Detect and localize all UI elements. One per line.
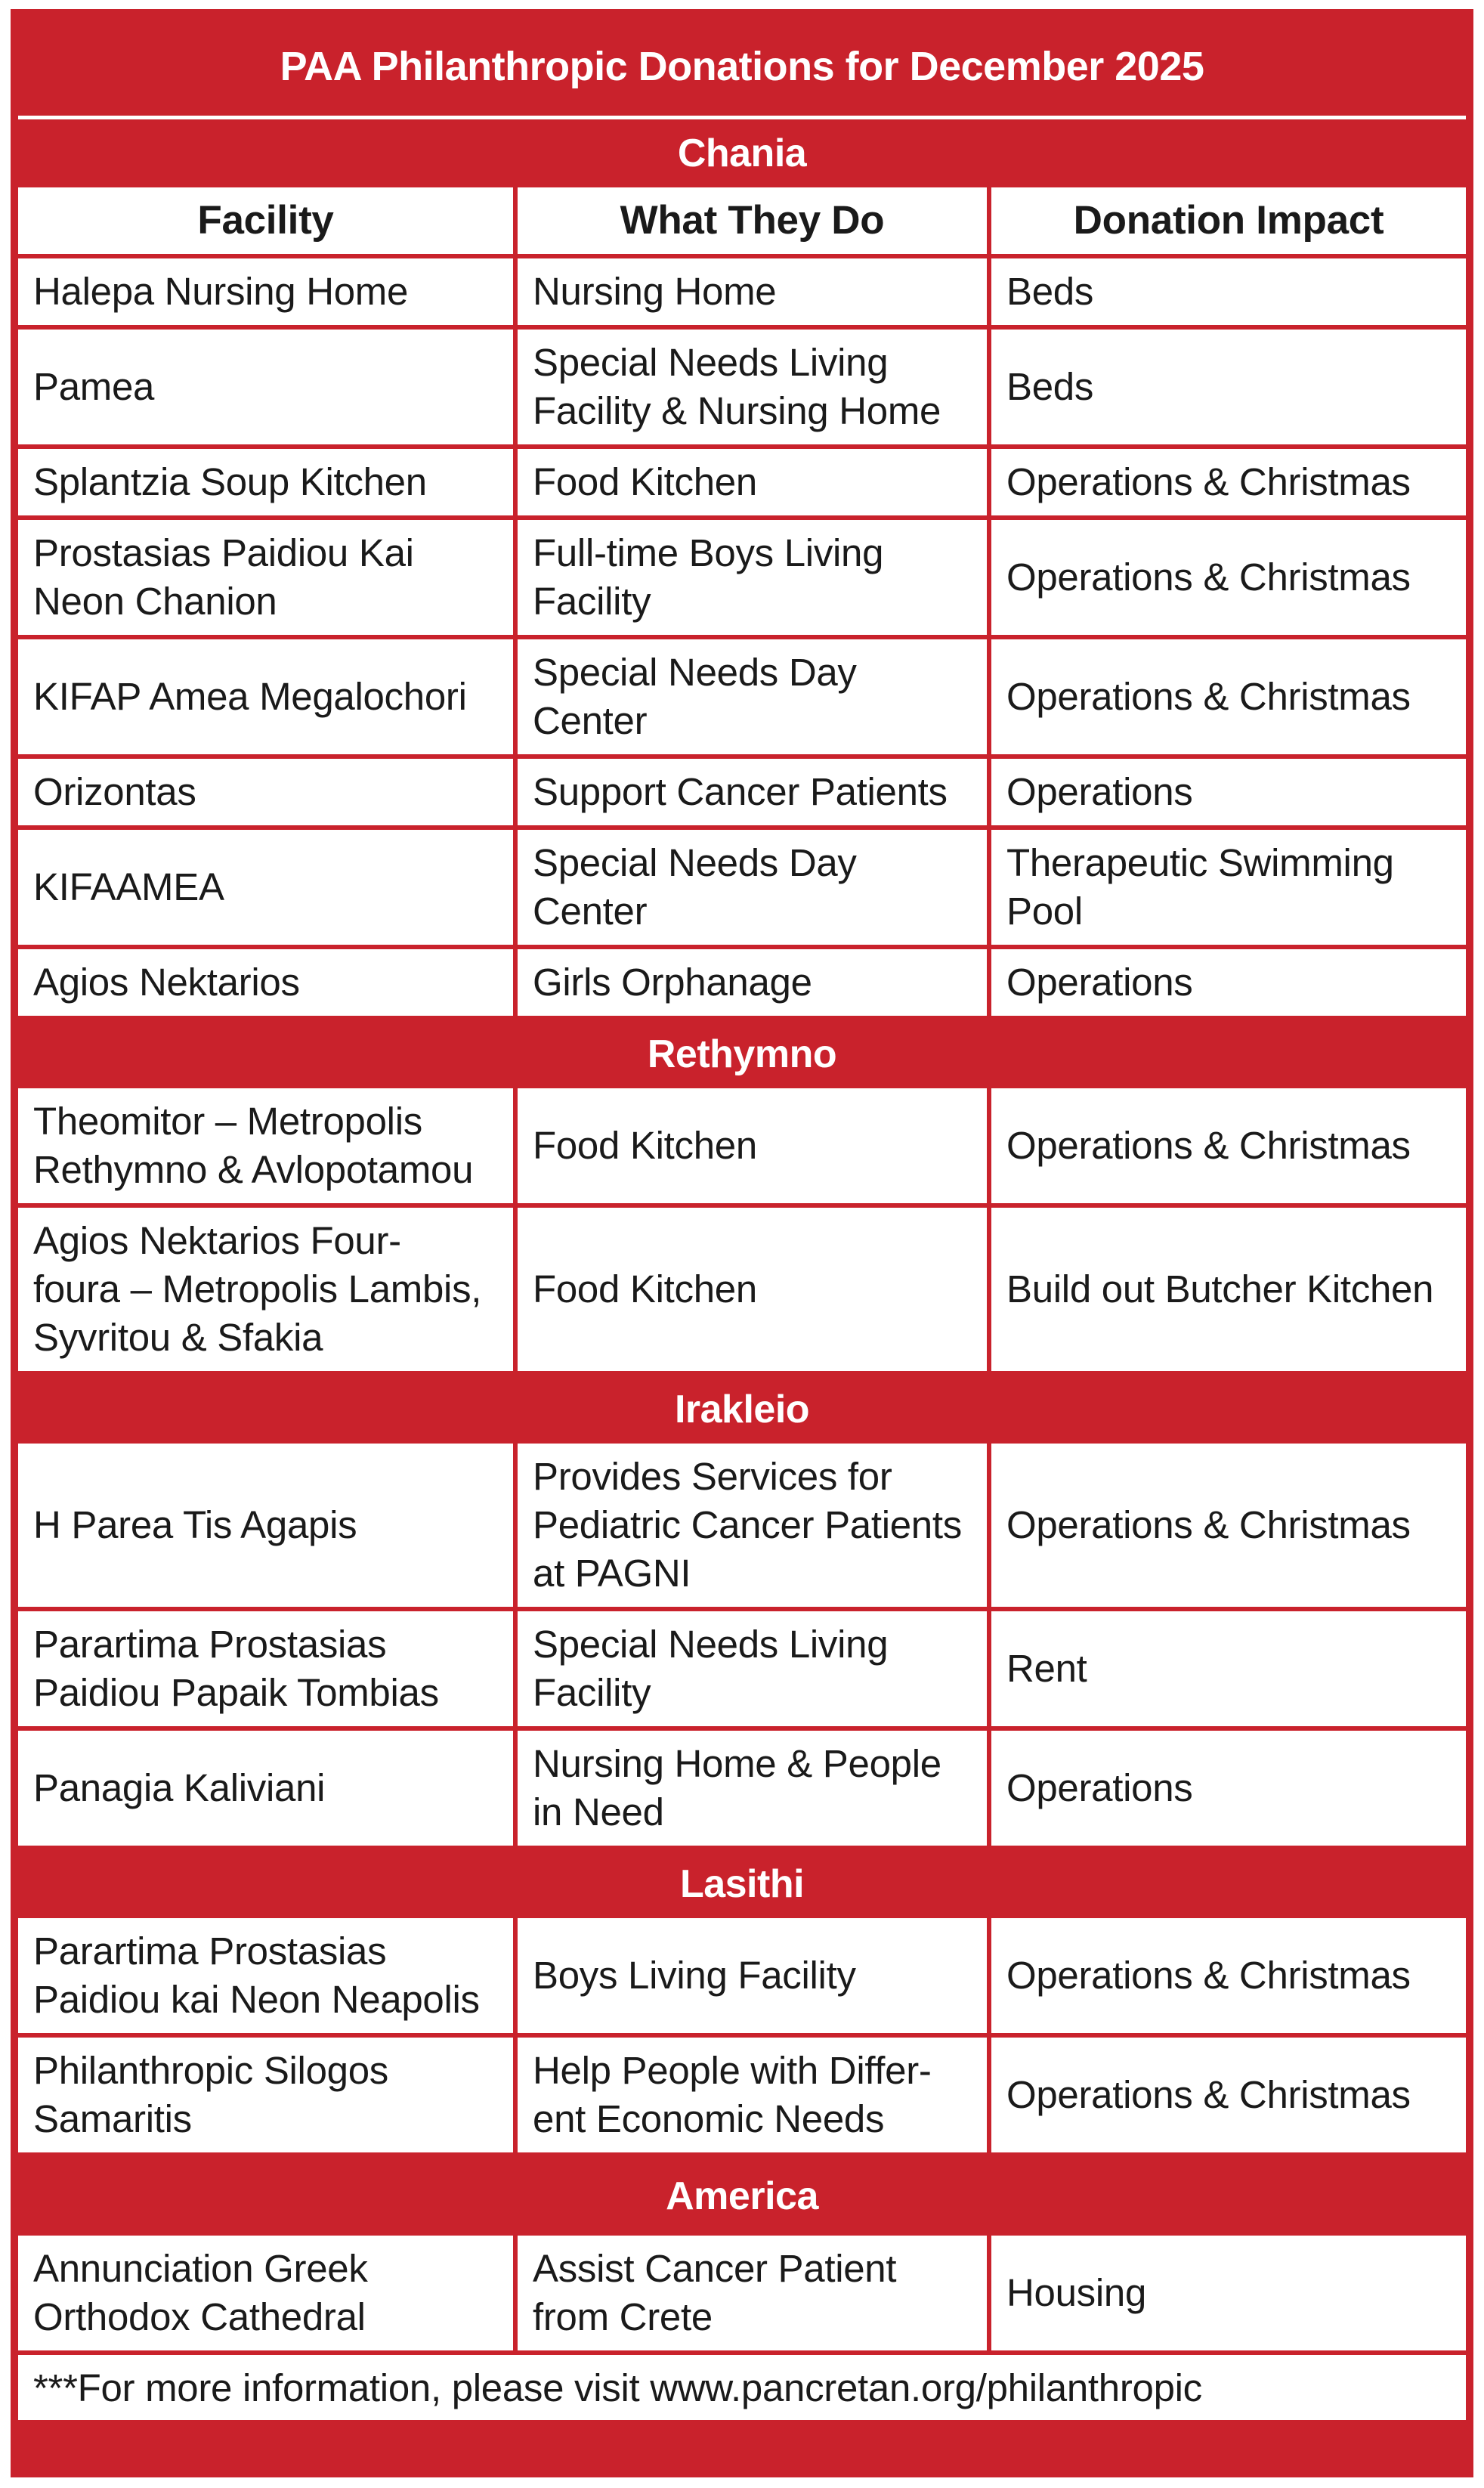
- cell-what-they-do: Nursing Home: [518, 258, 987, 325]
- table-row: [18, 1444, 1466, 1607]
- cell-what-they-do: Provides Services for Pediatric Cancer Patients at PAGNI: [518, 1444, 987, 1607]
- cell-what-they-do: Full-time Boys Living Facility: [518, 520, 987, 635]
- table-row: [18, 1611, 1466, 1726]
- cell-donation-impact: Operations & Christmas: [991, 449, 1466, 515]
- region-rows-irakleio: [18, 1444, 1466, 1846]
- region-rows-chania: [18, 258, 1466, 1016]
- cell-what-they-do: Special Needs Day Center: [518, 830, 987, 945]
- cell-facility: Halepa Nursing Home: [18, 258, 513, 325]
- table-row: [18, 330, 1466, 444]
- cell-facility: Agios Nektarios: [18, 949, 513, 1016]
- column-header-row: [18, 187, 1466, 254]
- column-header-facility: Facility: [18, 187, 513, 254]
- cell-facility: Annunciation Greek Orthodox Cathedral: [18, 2236, 513, 2350]
- cell-what-they-do: Assist Cancer Patient from Crete: [518, 2236, 987, 2350]
- cell-donation-impact: Operations & Christmas: [991, 1444, 1466, 1607]
- cell-what-they-do: Food Kitchen: [518, 1088, 987, 1203]
- region-header-lasithi: Lasithi: [679, 1862, 805, 1906]
- region-rows-lasithi: [18, 1918, 1466, 2152]
- table-row: [18, 949, 1466, 1016]
- cell-donation-impact: Therapeutic Swimming Pool: [991, 830, 1466, 945]
- cell-facility: Orizontas: [18, 759, 513, 825]
- cell-donation-impact: Operations: [991, 949, 1466, 1016]
- cell-donation-impact: Operations & Christmas: [991, 520, 1466, 635]
- cell-donation-impact: Operations & Christmas: [991, 1088, 1466, 1203]
- table-row: [18, 449, 1466, 515]
- table-row: [18, 759, 1466, 825]
- cell-donation-impact: Beds: [991, 258, 1466, 325]
- table-row: [18, 520, 1466, 635]
- donations-table: [18, 17, 1466, 2470]
- cell-what-they-do: Special Needs Living Facility & Nursing Home: [518, 330, 987, 444]
- donations-document: [11, 9, 1473, 2477]
- column-header-donation-impact: Donation Impact: [991, 187, 1466, 254]
- cell-donation-impact: Operations & Christmas: [991, 639, 1466, 754]
- table-row: [18, 2236, 1466, 2350]
- cell-donation-impact: Operations & Christmas: [991, 2038, 1466, 2152]
- cell-facility: Agios Nektarios Four- foura – Metropolis Lambis, Syvritou & Sfakia: [18, 1208, 513, 1371]
- cell-donation-impact: Rent: [991, 1611, 1466, 1726]
- cell-facility: Parartima Prostasias Paidiou Papaik Tombias: [18, 1611, 513, 1726]
- cell-facility: H Parea Tis Agapis: [18, 1444, 513, 1607]
- cell-donation-impact: Build out Butcher Kitchen: [991, 1208, 1466, 1371]
- cell-facility: Pamea: [18, 330, 513, 444]
- region-header-america: America: [666, 2174, 818, 2218]
- region-rows-rethymno: [18, 1088, 1466, 1371]
- table-row: [18, 1088, 1466, 1203]
- table-row: [18, 258, 1466, 325]
- table-row: [18, 1731, 1466, 1846]
- table-row: [18, 830, 1466, 945]
- cell-donation-impact: Operations & Christmas: [991, 1918, 1466, 2033]
- cell-facility: Panagia Kaliviani: [18, 1731, 513, 1846]
- cell-what-they-do: Nursing Home & People in Need: [518, 1731, 987, 1846]
- region-rows-america: [18, 2236, 1466, 2350]
- cell-what-they-do: Food Kitchen: [518, 449, 987, 515]
- cell-donation-impact: Beds: [991, 330, 1466, 444]
- cell-what-they-do: Help People with Differ- ent Economic Needs: [518, 2038, 987, 2152]
- table-row: [18, 639, 1466, 754]
- table-row: [18, 2038, 1466, 2152]
- cell-facility: Parartima Prostasias Paidiou kai Neon Neapolis: [18, 1918, 513, 2033]
- table-row: [18, 1208, 1466, 1371]
- cell-what-they-do: Boys Living Facility: [518, 1918, 987, 2033]
- column-header-what-they-do: What They Do: [518, 187, 987, 254]
- cell-what-they-do: Food Kitchen: [518, 1208, 987, 1371]
- region-header-chania: Chania: [677, 132, 807, 175]
- cell-facility: KIFAAMEA: [18, 830, 513, 945]
- cell-what-they-do: Special Needs Day Center: [518, 639, 987, 754]
- table-title: PAA Philanthropic Donations for December 2025: [18, 17, 1466, 119]
- region-header-irakleio: Irakleio: [674, 1388, 810, 1431]
- cell-donation-impact: Operations: [991, 1731, 1466, 1846]
- cell-what-they-do: Girls Orphanage: [518, 949, 987, 1016]
- cell-facility: KIFAP Amea Megalochori: [18, 639, 513, 754]
- footnote: ***For more information, please visit www.pancretan.org/philanthropic: [18, 2355, 1466, 2420]
- cell-donation-impact: Operations: [991, 759, 1466, 825]
- cell-facility: Splantzia Soup Kitchen: [18, 449, 513, 515]
- region-header-rethymno: Rethymno: [647, 1032, 837, 1076]
- cell-facility: Theomitor – Metropolis Rethymno & Avlopotamou: [18, 1088, 513, 1203]
- cell-what-they-do: Special Needs Living Facility: [518, 1611, 987, 1726]
- cell-donation-impact: Housing: [991, 2236, 1466, 2350]
- table-row: [18, 1918, 1466, 2033]
- cell-facility: Philanthropic Silogos Samaritis: [18, 2038, 513, 2152]
- cell-what-they-do: Support Cancer Patients: [518, 759, 987, 825]
- cell-facility: Prostasias Paidiou Kai Neon Chanion: [18, 520, 513, 635]
